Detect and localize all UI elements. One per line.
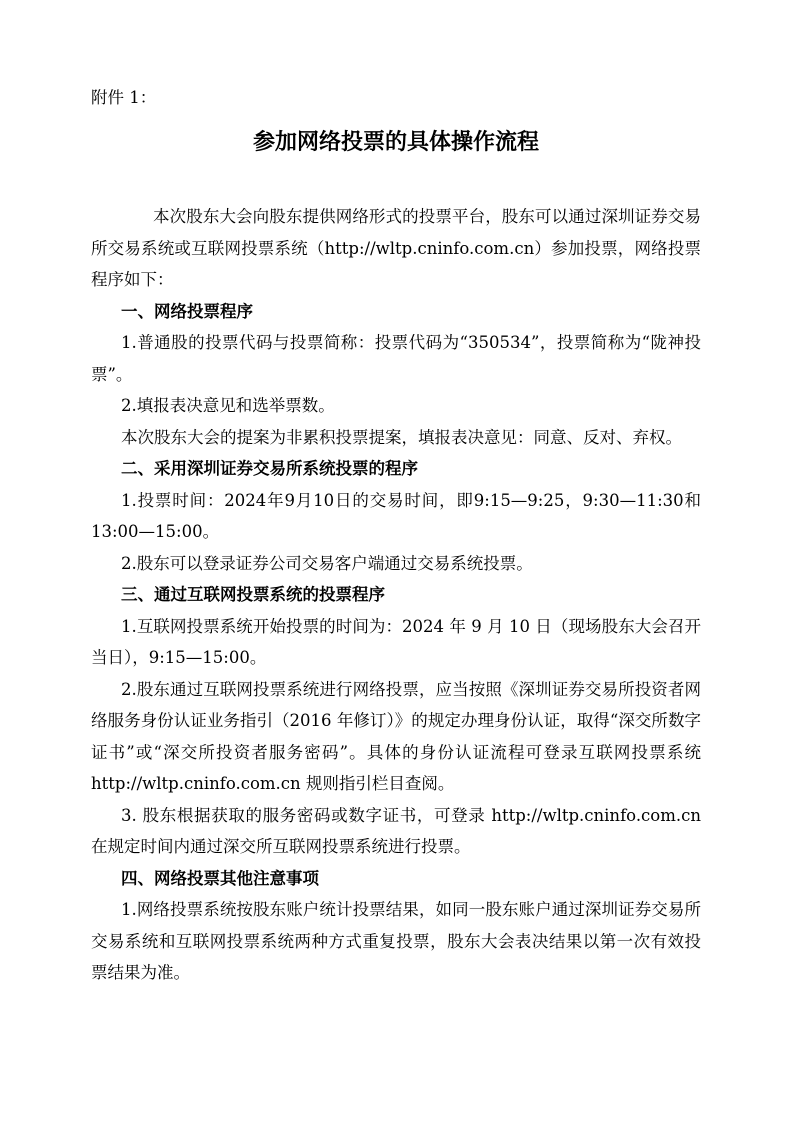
- section-3-item-2: 2.股东通过互联网投票系统进行网络投票，应当按照《深圳证券交易所投资者网络服务身份认证业务指引（2016 年修订）》的规定办理身份认证，取得“深交所数字证书”或“深交所投资者服务密码”。具体的身份认证流程可登录互联网投票系统 http://wltp.cninfo.com.cn 规则指引栏目查阅。: [91, 679, 701, 793]
- section-1-note: 本次股东大会的提案为非累积投票提案，填报表决意见：同意、反对、弃权。: [121, 427, 682, 447]
- section-3-item-1: 1.互联网投票系统开始投票的时间为：2024 年 9 月 10 日（现场股东大会召开当日），9:15—15:00。: [91, 616, 701, 667]
- section-2-heading: 二、采用深圳证券交易所系统投票的程序: [121, 459, 418, 478]
- section-2-item-1: 1.投票时间：2024年9月10日的交易时间，即9:15—9:25，9:30—11:30和13:00—15:00。: [91, 490, 701, 541]
- section-1-item-2: 2.填报表决意见和选举票数。: [121, 396, 335, 415]
- intro-paragraph: 本次股东大会向股东提供网络形式的投票平台，股东可以通过深圳证券交易所交易系统或互联网投票系统（http://wltp.cninfo.com.cn）参加投票，网络投票程序如下：: [91, 207, 701, 289]
- section-4-item-1: 1.网络投票系统按股东账户统计投票结果，如同一股东账户通过深圳证券交易所交易系统和互联网投票系统两种方式重复投票，股东大会表决结果以第一次有效投票结果为准。: [91, 900, 701, 982]
- section-3-heading: 三、通过互联网投票系统的投票程序: [121, 585, 385, 604]
- section-4-heading: 四、网络投票其他注意事项: [121, 868, 319, 888]
- document-body: [91, 201, 701, 989]
- section-3-item-3: 3. 股东根据获取的服务密码或数字证书，可登录 http://wltp.cninfo.com.cn 在规定时间内通过深交所互联网投票系统进行投票。: [91, 805, 701, 856]
- document-title: 参加网络投票的具体操作流程: [252, 130, 539, 155]
- attachment-label: 附件 1：: [91, 88, 157, 107]
- section-1-heading: 一、网络投票程序: [121, 301, 253, 321]
- section-1-item-1: 1.普通股的投票代码与投票简称：投票代码为“350534”，投票简称为“陇神投票”。: [91, 333, 701, 384]
- section-2-item-2: 2.股东可以登录证券公司交易客户端通过交易系统投票。: [121, 553, 533, 573]
